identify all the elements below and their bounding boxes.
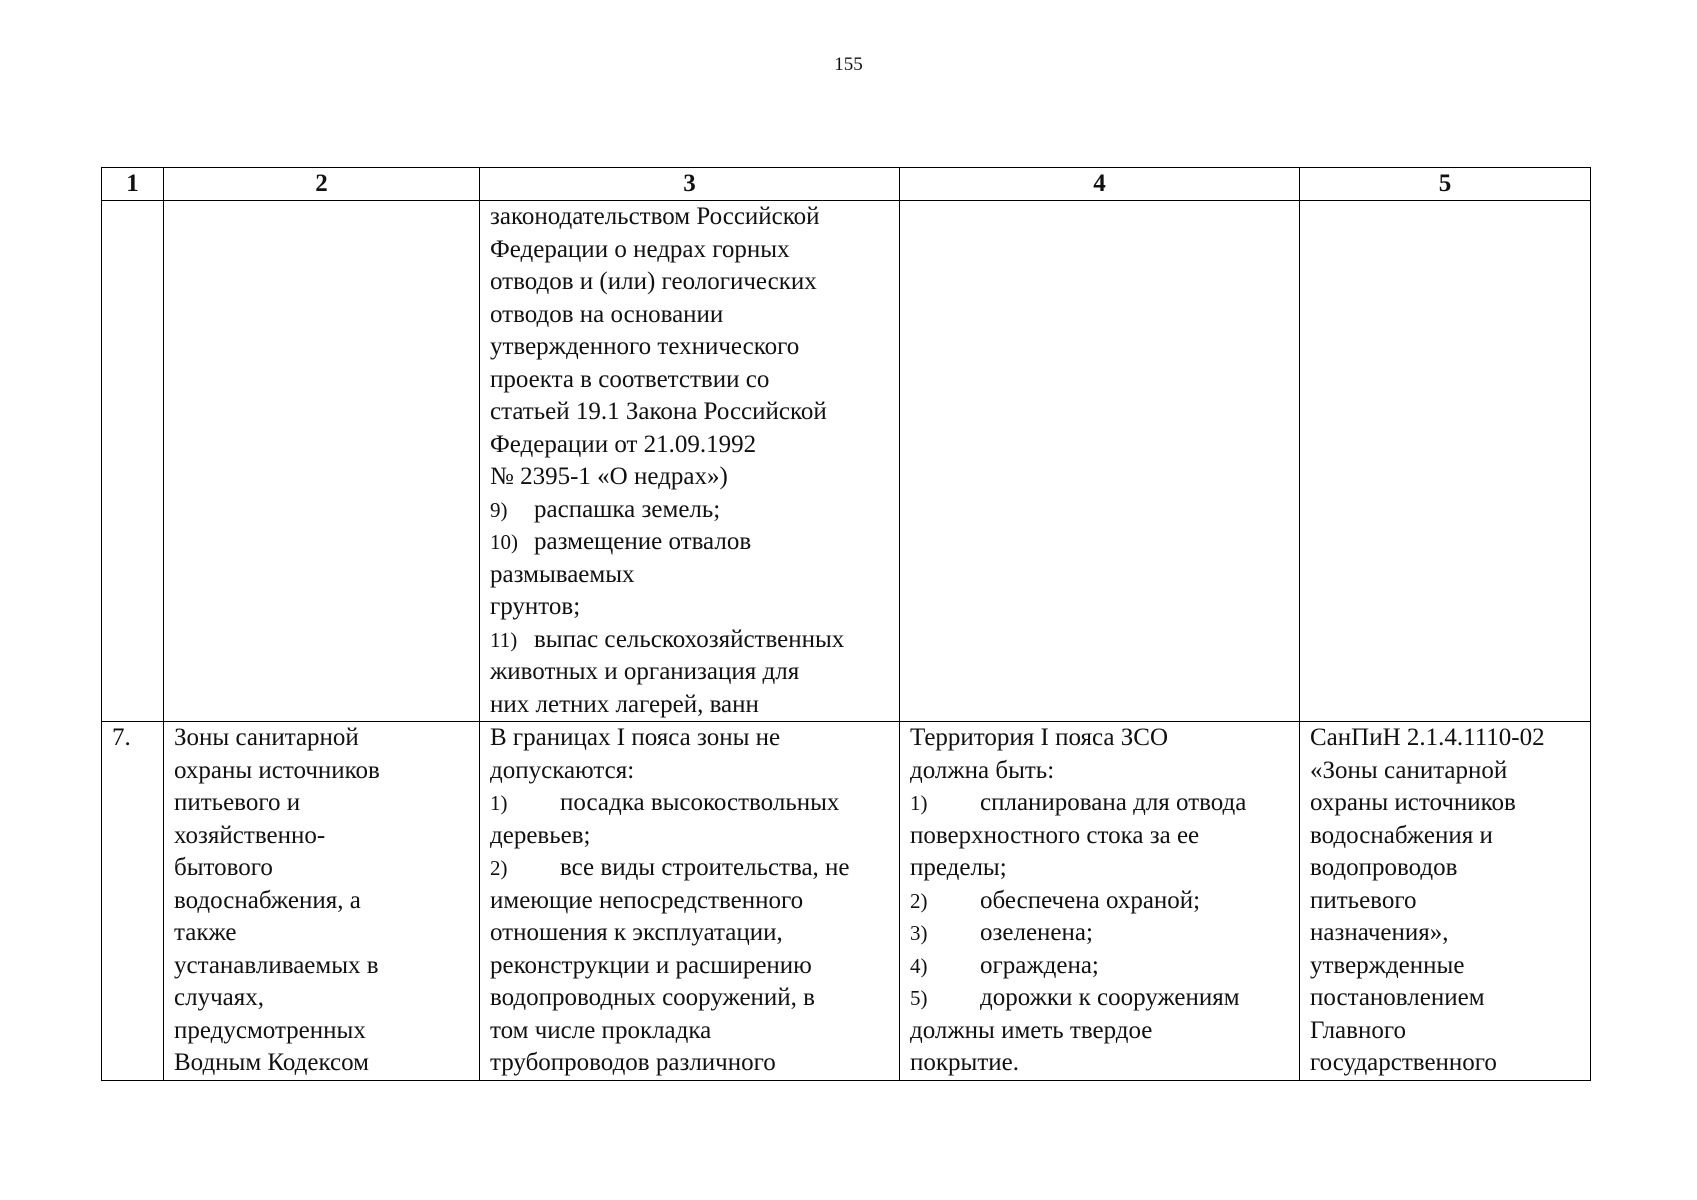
text-line: реконструкции и расширению <box>490 951 812 979</box>
text-line: должны иметь твердое <box>910 1016 1153 1044</box>
list-number: 2) <box>910 888 928 913</box>
text-line: размываемых <box>490 560 635 588</box>
list-number: 9) <box>490 497 508 522</box>
text-line: Федерации от 21.09.1992 <box>490 430 757 458</box>
column-header-1: 1 <box>102 168 164 201</box>
text-line: № 2395-1 «О недрах») <box>490 463 728 490</box>
text-line: постановлением <box>1310 984 1485 1011</box>
column-header-5: 5 <box>1300 168 1591 201</box>
list-text: посадка высокоствольных <box>560 789 840 816</box>
row1-col4-cell <box>900 201 1300 722</box>
list-text: размещение отвалов <box>534 528 752 555</box>
text-line: хозяйственно- <box>174 821 326 849</box>
text-line: трубопроводов различного <box>490 1049 776 1076</box>
row1-col3-cell <box>480 201 900 722</box>
list-text: ограждена; <box>980 951 1099 979</box>
list-number: 5) <box>910 986 928 1010</box>
text-line: пределы; <box>910 854 1007 881</box>
text-line: устанавливаемых в <box>174 951 379 979</box>
text-line: отводов и (или) геологических <box>490 268 817 295</box>
text-line: государственного <box>1310 1049 1497 1076</box>
text-line: деревьев; <box>490 821 591 849</box>
list-number: 1) <box>910 791 928 815</box>
text-line: отношения к эксплуатации, <box>490 919 783 946</box>
text-line: назначения», <box>1310 919 1449 946</box>
text-line: В границах I пояса зоны не <box>490 724 781 751</box>
row2-restrictions-cell <box>480 722 900 1081</box>
list-text: озеленена; <box>980 919 1093 946</box>
list-text: обеспечена охраной; <box>980 886 1201 914</box>
text-line: водопроводных сооружений, в <box>490 984 815 1011</box>
list-item-5 <box>910 982 1293 1015</box>
list-item-9 <box>490 494 893 527</box>
list-item-11 <box>490 624 893 657</box>
text-line: «Зоны санитарной <box>1310 756 1508 784</box>
text-line: водоснабжения, а <box>174 886 361 914</box>
list-item-2 <box>910 885 1293 918</box>
row2-zone-name-cell <box>164 722 480 1081</box>
text-line: том числе прокладка <box>490 1016 712 1044</box>
text-line: предусмотренных <box>174 1016 366 1044</box>
text-line: животных и организация для <box>490 658 800 685</box>
row2-requirements-cell <box>900 722 1300 1081</box>
text-line: питьевого <box>1310 886 1417 914</box>
list-item-1 <box>490 787 893 820</box>
text-line: СанПиН 2.1.4.1110-02 <box>1310 724 1545 751</box>
list-text: спланирована для отвода <box>980 789 1247 816</box>
text-line: отводов на основании <box>490 300 724 328</box>
text-line: Главного <box>1310 1016 1406 1044</box>
column-header-2: 2 <box>164 168 480 201</box>
regulation-table <box>101 167 1591 1081</box>
text-line: законодательством Российской <box>490 203 820 230</box>
row2-number-cell <box>102 722 164 1081</box>
text-line: Территория I пояса ЗСО <box>910 724 1168 751</box>
text-line: питьевого и <box>174 789 301 816</box>
text-line: проекта в соответствии со <box>490 365 770 393</box>
list-number: 4) <box>910 953 928 978</box>
text-line: охраны источников <box>1310 789 1516 816</box>
text-line: поверхностного стока за ее <box>910 821 1200 849</box>
row2-regulation-cell <box>1300 722 1591 1081</box>
row1-col2-cell <box>164 201 480 722</box>
table-row <box>102 201 1591 722</box>
text-line: должна быть: <box>910 756 1055 784</box>
list-number: 11) <box>490 627 518 652</box>
list-item-2 <box>490 852 893 885</box>
column-header-3: 3 <box>480 168 900 201</box>
page-number: 155 <box>834 54 863 75</box>
list-text: дорожки к сооружениям <box>980 984 1240 1011</box>
text-line: охраны источников <box>174 756 380 784</box>
text-line: утвержденные <box>1310 951 1465 979</box>
text-line: покрытие. <box>910 1049 1019 1076</box>
table-row <box>102 722 1591 1081</box>
column-header-4: 4 <box>900 168 1300 201</box>
list-item-1 <box>910 787 1293 820</box>
text-line: Зоны санитарной <box>174 724 359 751</box>
text-line: имеющие непосредственного <box>490 886 804 914</box>
text-line: случаях, <box>174 984 264 1011</box>
list-number: 3) <box>910 921 928 945</box>
text-line: водоснабжения и <box>1310 821 1493 849</box>
row-number: 7. <box>112 724 131 751</box>
text-line: статьей 19.1 Закона Российской <box>490 398 827 425</box>
list-number: 1) <box>490 791 508 815</box>
text-line: бытового <box>174 854 273 881</box>
text-line: утвержденного технического <box>490 333 800 360</box>
list-text: все виды строительства, не <box>560 854 850 881</box>
text-line: водопроводов <box>1310 854 1458 881</box>
list-item-10 <box>490 526 893 559</box>
list-item-3 <box>910 917 1293 950</box>
list-number: 2) <box>490 856 508 880</box>
list-text: выпас сельскохозяйственных <box>534 625 845 653</box>
text-line: Водным Кодексом <box>174 1049 369 1076</box>
text-line: допускаются: <box>490 756 635 784</box>
row1-col1-cell <box>102 201 164 722</box>
table-header-row <box>102 168 1591 201</box>
text-line: также <box>174 919 237 946</box>
text-line: них летних лагерей, ванн <box>490 690 759 718</box>
list-item-4 <box>910 950 1293 983</box>
row1-col5-cell <box>1300 201 1591 722</box>
list-number: 10) <box>490 530 518 554</box>
text-line: Федерации о недрах горных <box>490 235 790 263</box>
text-line: грунтов; <box>490 593 581 620</box>
list-text: распашка земель; <box>534 495 721 523</box>
